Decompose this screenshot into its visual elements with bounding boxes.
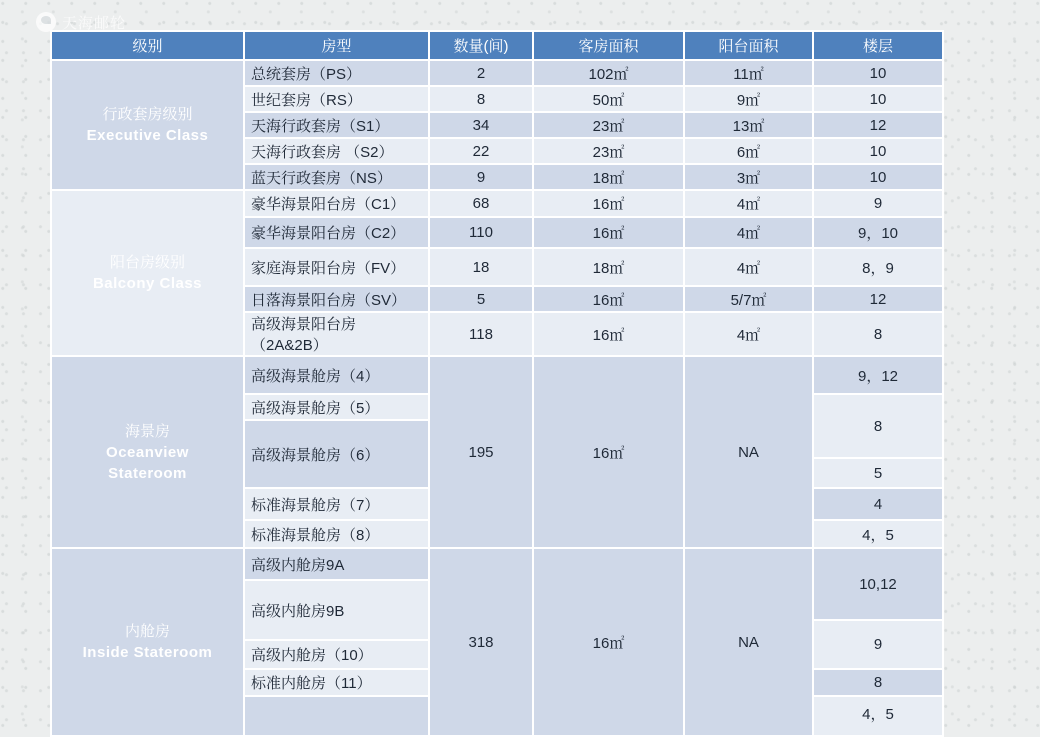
room-type-line-1: 高级海景阳台房 [251,316,357,333]
group-label-zh: 阳台房级别 [109,254,185,271]
group-balcony [51,190,244,356]
room-type-cell: 日落海景阳台房（SV） [244,286,429,312]
floor-cell: 8 [813,669,943,696]
room-area-cell: 16㎡ [533,286,684,312]
group-label-en: Executive Class [86,127,209,144]
floor-cell: 10,12 [813,548,943,620]
room-area-cell: 23㎡ [533,112,684,138]
logo [36,12,126,32]
room-area-cell: 16㎡ [533,548,684,736]
room-types-table [50,30,944,737]
floor-cell: 4 [813,488,943,520]
floor-cell: 9，12 [813,356,943,394]
floor-cell: 8，9 [813,248,943,286]
room-type-cell [244,696,429,736]
logo-text: 天海邮轮 [62,13,127,32]
group-label-zh: 行政套房级别 [102,106,193,123]
room-area-cell: 50㎡ [533,86,684,112]
quantity-cell: 5 [429,286,533,312]
floor-cell: 12 [813,112,943,138]
floor-cell: 10 [813,86,943,112]
room-type-cell: 总统套房（PS） [244,60,429,86]
quantity-cell: 34 [429,112,533,138]
balcony-area-cell: 4㎡ [684,190,813,217]
room-area-cell: 102㎡ [533,60,684,86]
group-label-en-1: Oceanview [106,443,189,461]
table-header-row [51,31,943,60]
room-type-cell: 高级内舱房9A [244,548,429,580]
floor-cell: 9，10 [813,217,943,248]
floor-cell: 8 [813,312,943,356]
quantity-cell: 195 [429,356,533,548]
quantity-cell: 2 [429,60,533,86]
group-label-zh: 内舱房 [124,623,170,640]
group-label-en: Inside Stateroom [82,644,213,661]
floor-cell: 4，5 [813,696,943,736]
room-type-cell: 豪华海景阳台房（C1） [244,190,429,217]
floor-cell: 5 [813,458,943,488]
balcony-area-cell: 13㎡ [684,112,813,138]
quantity-cell: 22 [429,138,533,164]
quantity-cell: 9 [429,164,533,190]
table-row [51,356,943,394]
header-class: 级别 [51,31,244,60]
balcony-area-cell: 9㎡ [684,86,813,112]
balcony-area-cell: NA [684,548,813,736]
quantity-cell: 18 [429,248,533,286]
room-type-cell: 高级海景舱房（5） [244,394,429,420]
floor-cell: 9 [813,190,943,217]
floor-cell: 12 [813,286,943,312]
quantity-cell: 68 [429,190,533,217]
group-inside [51,548,244,736]
group-label-zh: 海景房 [124,422,170,440]
room-type-cell: 高级海景舱房（6） [244,420,429,488]
table-row [51,548,943,580]
balcony-area-cell: 5/7㎡ [684,286,813,312]
room-area-cell: 18㎡ [533,248,684,286]
cruise-logo-icon [36,12,56,32]
balcony-area-cell: 4㎡ [684,312,813,356]
room-area-cell: 18㎡ [533,164,684,190]
quantity-cell: 110 [429,217,533,248]
header-balcony-area: 阳台面积 [684,31,813,60]
room-type-cell: 标准内舱房（11） [244,669,429,696]
room-area-cell: 16㎡ [533,217,684,248]
room-type-cell: 家庭海景阳台房（FV） [244,248,429,286]
balcony-area-cell: NA [684,356,813,548]
room-type-cell: 世纪套房（RS） [244,86,429,112]
room-type-cell: 豪华海景阳台房（C2） [244,217,429,248]
floor-cell: 10 [813,60,943,86]
floor-cell: 10 [813,138,943,164]
balcony-area-cell: 3㎡ [684,164,813,190]
room-type-cell: 高级内舱房（10） [244,640,429,669]
balcony-area-cell: 4㎡ [684,248,813,286]
room-area-cell: 16㎡ [533,356,684,548]
header-quantity: 数量(间) [429,31,533,60]
room-type-cell: 标准海景舱房（8） [244,520,429,548]
header-floor: 楼层 [813,31,943,60]
quantity-cell: 318 [429,548,533,736]
room-area-cell: 16㎡ [533,190,684,217]
quantity-cell: 118 [429,312,533,356]
room-type-cell: 标准海景舱房（7） [244,488,429,520]
room-type-cell: 高级海景舱房（4） [244,356,429,394]
quantity-cell: 8 [429,86,533,112]
room-area-cell: 23㎡ [533,138,684,164]
room-type-cell: 天海行政套房 （S2） [244,138,429,164]
room-type-cell [244,312,429,356]
room-type-cell: 蓝天行政套房（NS） [244,164,429,190]
floor-cell: 4，5 [813,520,943,548]
room-type-cell: 天海行政套房（S1） [244,112,429,138]
balcony-area-cell: 4㎡ [684,217,813,248]
header-room-type: 房型 [244,31,429,60]
room-area-cell: 16㎡ [533,312,684,356]
group-label-en-2: Stateroom [108,464,187,482]
floor-cell: 9 [813,620,943,669]
table-row [51,190,943,217]
balcony-area-cell: 11㎡ [684,60,813,86]
group-executive [51,60,244,190]
group-label-en: Balcony Class [92,275,203,292]
table-row [51,60,943,86]
group-oceanview [51,356,244,548]
floor-cell: 10 [813,164,943,190]
floor-cell: 8 [813,394,943,458]
room-type-cell: 高级内舱房9B [244,580,429,640]
header-room-area: 客房面积 [533,31,684,60]
balcony-area-cell: 6㎡ [684,138,813,164]
room-type-line-2: （2A&2B） [251,337,328,354]
